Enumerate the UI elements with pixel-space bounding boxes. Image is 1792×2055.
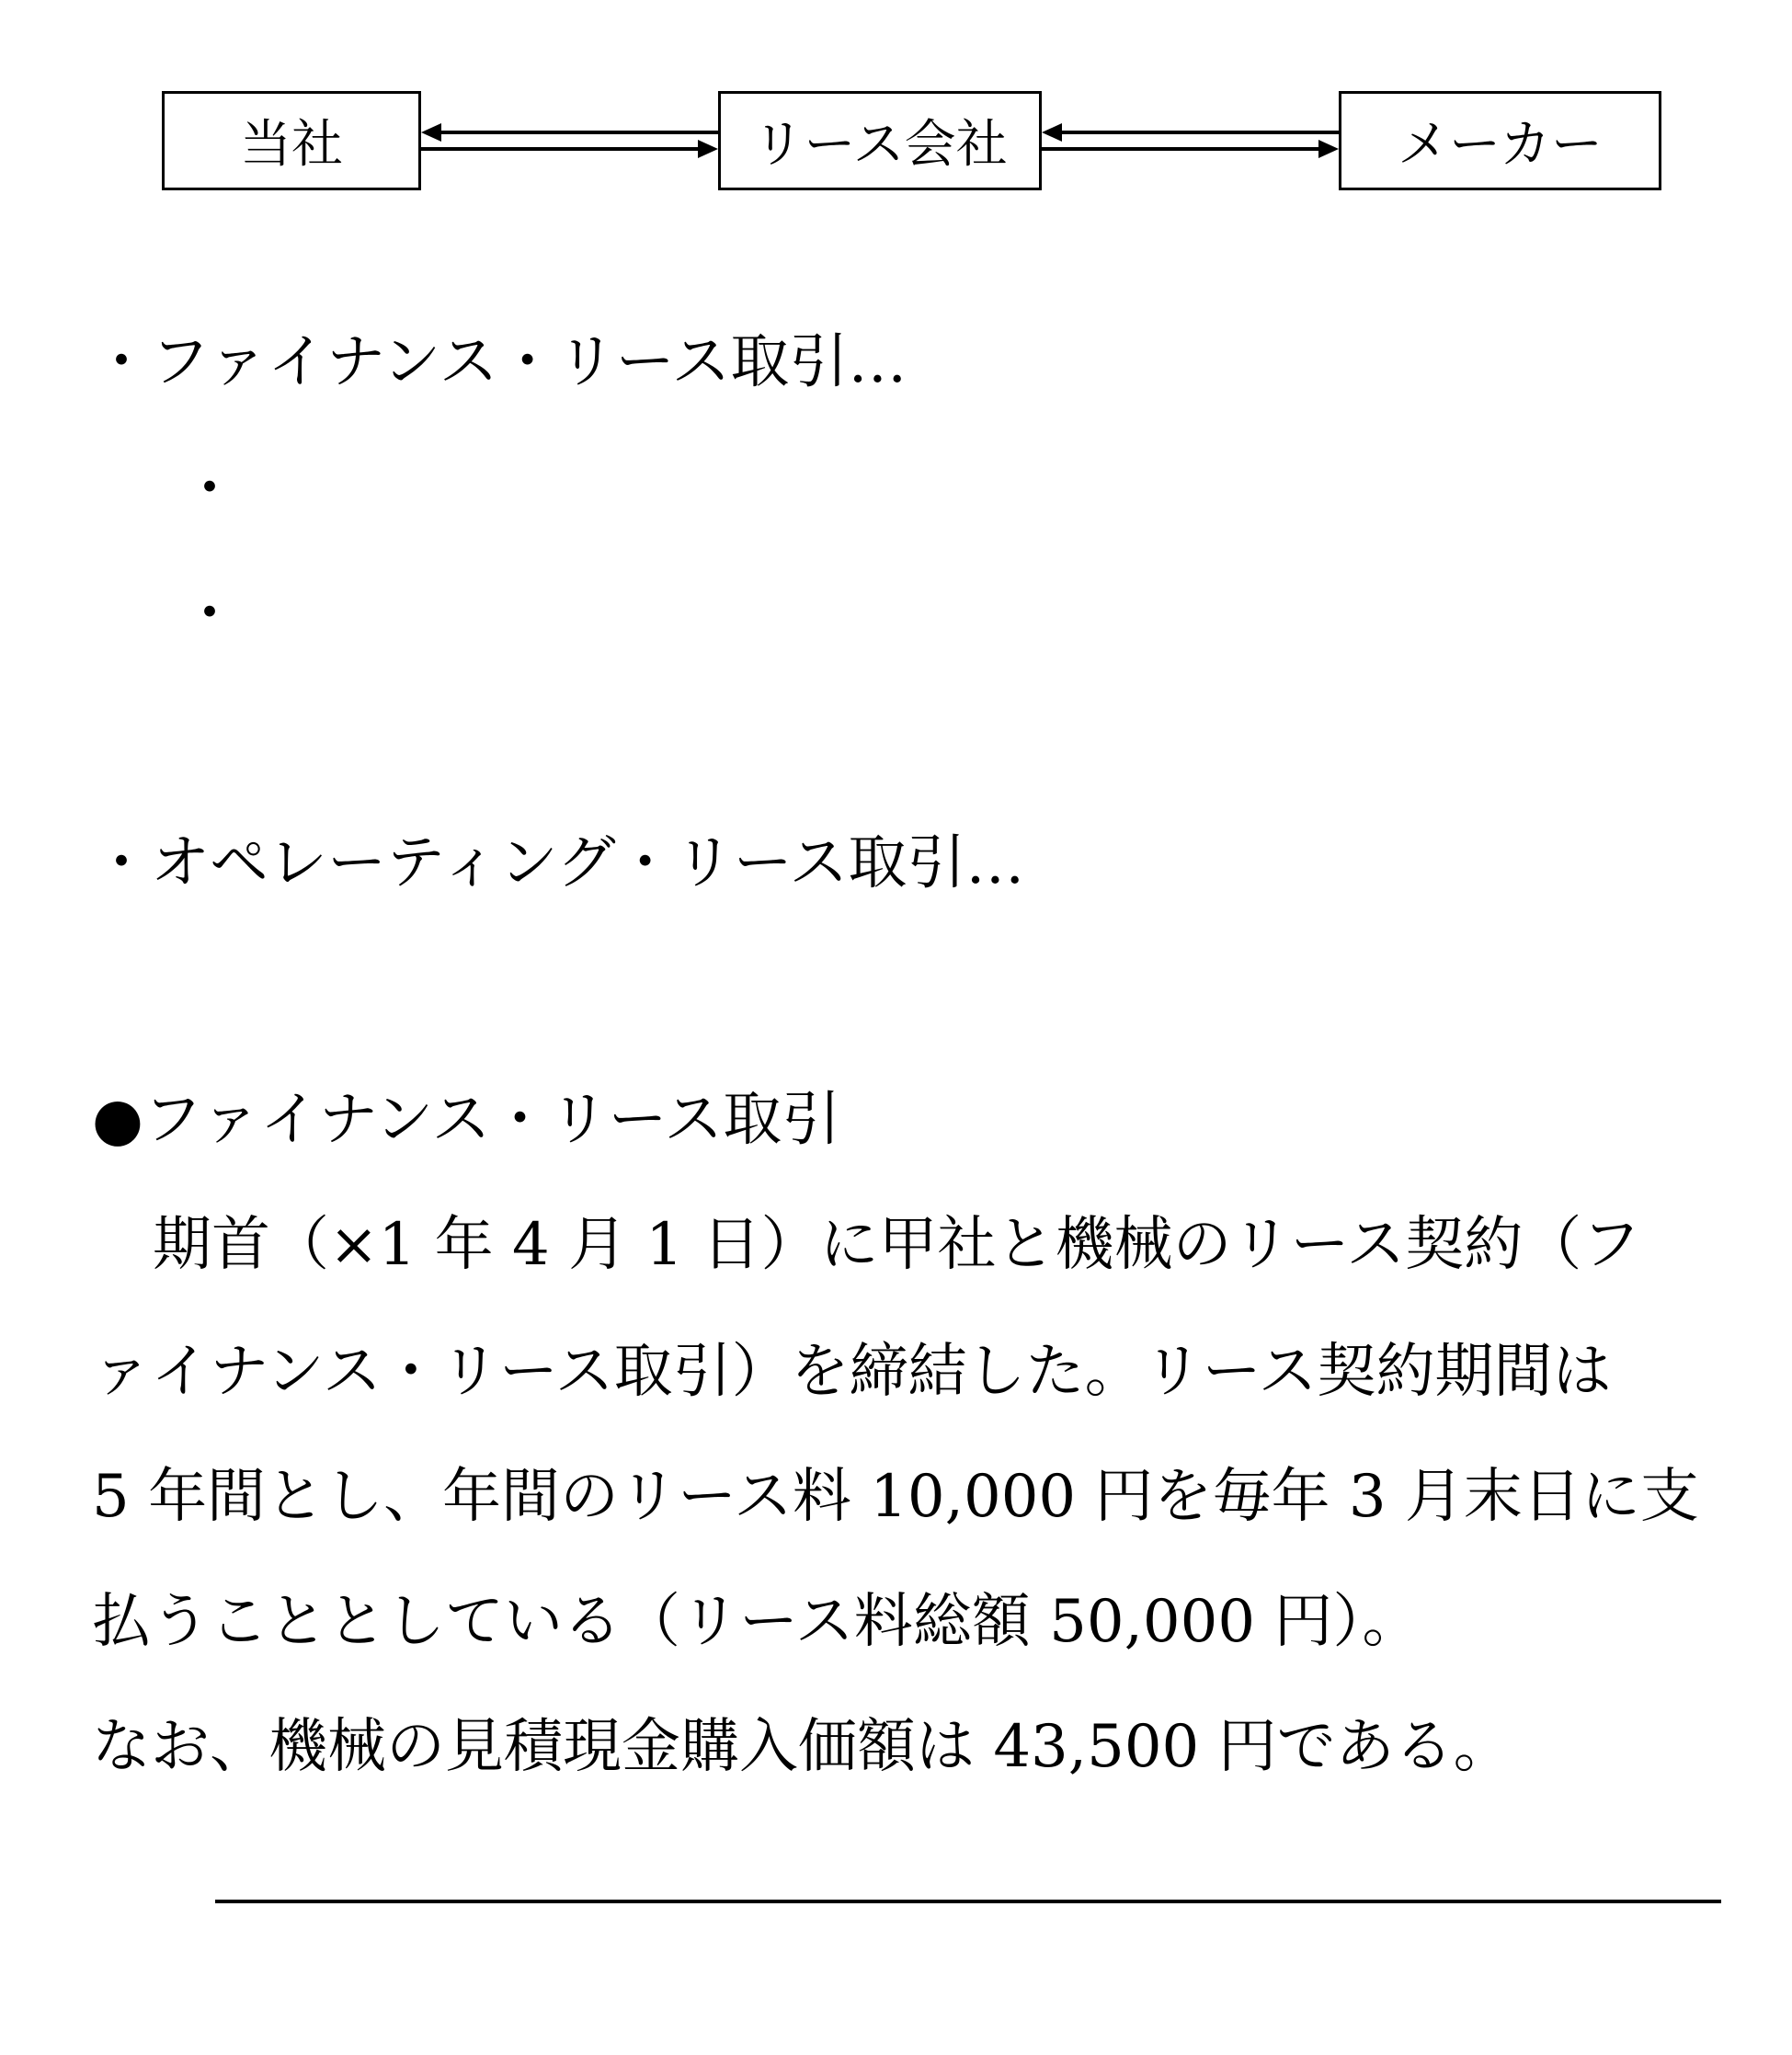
answer-rule-line (215, 1900, 1721, 1903)
paragraph-line: 払うこととしている（リース料総額 50,000 円）。 (92, 1588, 1421, 1656)
party-label-company: 当社 (240, 115, 343, 175)
paragraph-line: なお、機械の見積現金購入価額は 43,500 円である。 (92, 1713, 1512, 1781)
paragraph-line: ァイナンス・リース取引）を締結した。リース契約期間は (92, 1338, 1612, 1406)
paragraph-line: 期首（×1 年 4 月 1 日）に甲社と機械のリース契約（フ (153, 1211, 1641, 1279)
sub-bullet: ・ (180, 455, 239, 523)
party-label-lessor: リース会社 (752, 115, 1008, 175)
section-heading: ●ファイナンス・リース取引 (92, 1086, 841, 1154)
arrow-lessor-maker (1042, 123, 1339, 158)
finance-lease-definition: ・ファイナンス・リース取引… (92, 328, 907, 396)
sub-bullet: ・ (180, 580, 239, 648)
paragraph-line: 5 年間とし、年間のリース料 10,000 円を毎年 3 月末日に支 (92, 1463, 1699, 1531)
party-label-maker: メーカー (1398, 115, 1603, 175)
relationship-arrows (0, 0, 1792, 239)
arrow-company-lessor (421, 123, 718, 158)
operating-lease-definition: ・オペレーティング・リース取引… (92, 829, 1025, 897)
